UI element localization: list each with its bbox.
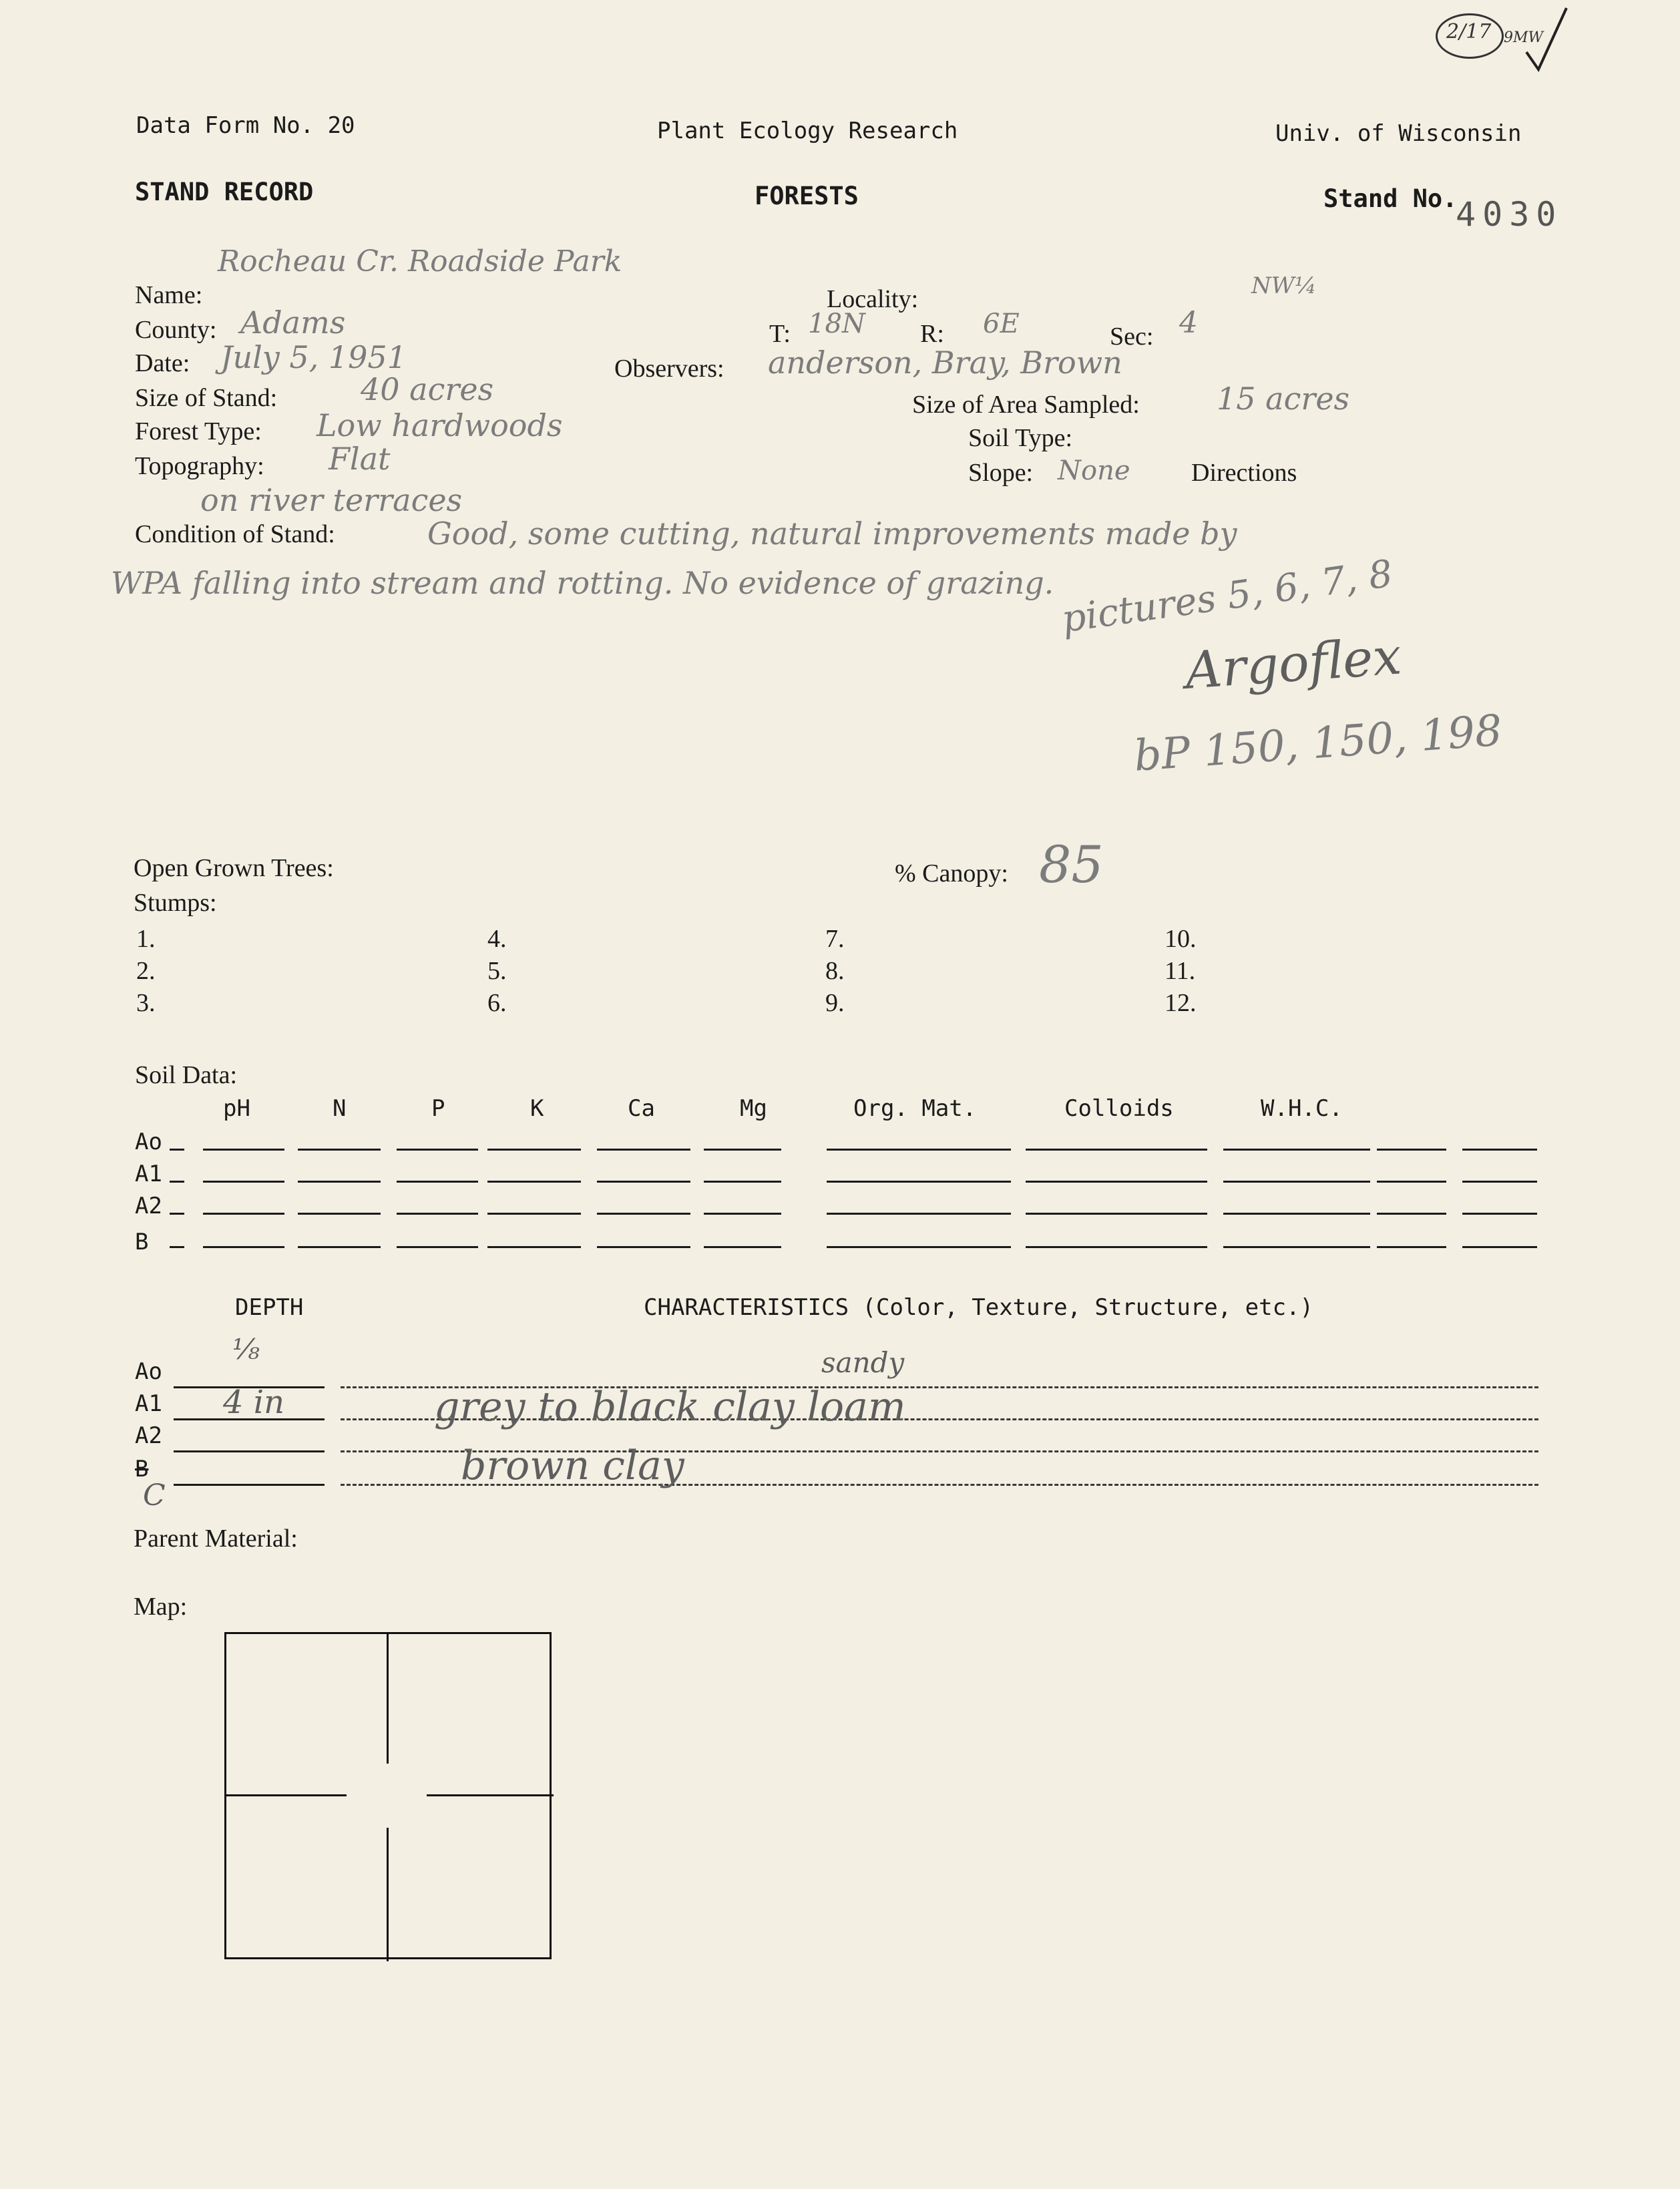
row-ao: Ao <box>135 1129 162 1155</box>
stump-1: 1. <box>136 925 156 953</box>
soil-blank <box>827 1181 1011 1183</box>
soil-data-label: Soil Data: <box>135 1061 238 1089</box>
row-a2: A2 <box>135 1193 162 1219</box>
col-ca: Ca <box>628 1095 655 1122</box>
soil-blank <box>1026 1213 1207 1215</box>
map-line-left <box>226 1794 347 1796</box>
stumps-label: Stumps: <box>134 889 217 917</box>
col-p: P <box>431 1095 445 1122</box>
stump-6: 6. <box>487 989 507 1017</box>
stand-number-label: Stand No. <box>1323 184 1458 213</box>
a1-depth-value: 4 in <box>223 1384 285 1421</box>
col-k: K <box>530 1095 544 1122</box>
soil-blank <box>1462 1246 1537 1248</box>
soil-blank <box>1223 1149 1370 1151</box>
corner-note-initials: 9MW <box>1504 29 1544 46</box>
soil-blank <box>203 1213 284 1215</box>
pictures-note: pictures 5, 6, 7, 8 <box>1059 552 1396 642</box>
b-characteristics: brown clay <box>461 1442 684 1489</box>
forest-type-value: Low hardwoods <box>317 407 563 443</box>
soil-blank <box>597 1149 690 1151</box>
corner-note: 2/17 <box>1446 20 1492 43</box>
row-a1: A1 <box>135 1161 162 1187</box>
soil-blank <box>1026 1181 1207 1183</box>
characteristics-header: CHARACTERISTICS (Color, Texture, Structure, etc.) <box>644 1294 1314 1321</box>
soil-blank <box>1462 1149 1537 1151</box>
parent-material-label: Parent Material: <box>134 1525 298 1553</box>
horizon-a2: A2 <box>135 1422 162 1449</box>
soil-blank <box>1377 1149 1446 1151</box>
soil-blank <box>298 1149 381 1151</box>
soil-blank <box>1026 1149 1207 1151</box>
map-line-top <box>387 1634 389 1764</box>
soil-row-lead <box>170 1213 184 1215</box>
col-mg: Mg <box>740 1095 767 1122</box>
directions-label: Directions <box>1191 459 1297 487</box>
bp-note: bP 150, 150, 198 <box>1132 706 1504 781</box>
soil-blank <box>397 1246 478 1248</box>
stump-3: 3. <box>136 989 156 1017</box>
county-value: Adams <box>240 305 346 341</box>
observers-value: anderson, Bray, Brown <box>768 345 1122 381</box>
soil-blank <box>704 1246 781 1248</box>
soil-blank <box>1223 1181 1370 1183</box>
soil-blank <box>397 1181 478 1183</box>
organization: Plant Ecology Research <box>657 118 958 144</box>
size-of-area-label: Size of Area Sampled: <box>912 391 1140 419</box>
topography-value: Flat <box>329 441 391 477</box>
slope-value: None <box>1058 455 1130 486</box>
horizon-a1: A1 <box>135 1390 162 1417</box>
soil-blank <box>1462 1213 1537 1215</box>
name-value: Rocheau Cr. Roadside Park <box>218 244 622 278</box>
open-grown-trees-label: Open Grown Trees: <box>134 854 334 882</box>
soil-type-label: Soil Type: <box>968 424 1073 452</box>
soil-blank <box>487 1149 581 1151</box>
soil-blank <box>487 1213 581 1215</box>
soil-blank <box>704 1149 781 1151</box>
stump-2: 2. <box>136 957 156 985</box>
soil-blank <box>597 1213 690 1215</box>
canopy-label: % Canopy: <box>895 859 1008 887</box>
form-type: FORESTS <box>755 182 859 210</box>
soil-blank <box>397 1149 478 1151</box>
soil-blank <box>298 1181 381 1183</box>
soil-blank <box>298 1213 381 1215</box>
soil-blank <box>704 1213 781 1215</box>
soil-blank <box>1462 1181 1537 1183</box>
map-line-bottom <box>387 1828 389 1961</box>
checkmark-icon <box>1524 5 1570 72</box>
date-value: July 5, 1951 <box>220 339 407 375</box>
soil-blank <box>704 1181 781 1183</box>
size-of-stand-label: Size of Stand: <box>135 384 278 412</box>
soil-blank <box>203 1149 284 1151</box>
soil-row-lead <box>170 1181 184 1183</box>
date-label: Date: <box>135 349 190 377</box>
soil-row-lead <box>170 1246 184 1248</box>
locality-label: Locality: <box>827 285 919 313</box>
stump-9: 9. <box>825 989 845 1017</box>
horizon-c-handwritten: C <box>143 1478 166 1513</box>
depth-blank <box>174 1484 325 1486</box>
stump-12: 12. <box>1165 989 1197 1017</box>
soil-blank <box>1377 1213 1446 1215</box>
soil-blank <box>827 1213 1011 1215</box>
record-title: STAND RECORD <box>135 178 314 206</box>
name-label: Name: <box>135 281 203 309</box>
signature-argoflex: Argoflex <box>1183 626 1404 701</box>
soil-blank <box>1026 1246 1207 1248</box>
forest-type-label: Forest Type: <box>135 417 262 445</box>
range-value: 6E <box>983 309 1020 339</box>
soil-blank <box>1223 1246 1370 1248</box>
slope-label: Slope: <box>968 459 1034 487</box>
topography-label: Topography: <box>135 452 264 480</box>
soil-blank <box>298 1246 381 1248</box>
stump-4: 4. <box>487 925 507 953</box>
map-grid <box>224 1632 552 1959</box>
condition-line-1: Good, some cutting, natural improvements made by <box>427 516 1237 552</box>
col-n: N <box>333 1095 347 1122</box>
a1-sandy-note: sandy <box>821 1346 905 1379</box>
stump-5: 5. <box>487 957 507 985</box>
topography-note: on river terraces <box>200 482 463 518</box>
section-label: Sec: <box>1110 323 1154 351</box>
col-whc: W.H.C. <box>1261 1095 1343 1122</box>
size-of-stand-value: 40 acres <box>361 371 494 407</box>
condition-label: Condition of Stand: <box>135 520 335 548</box>
canopy-value: 85 <box>1039 835 1104 894</box>
observers-label: Observers: <box>614 355 724 383</box>
soil-blank <box>827 1246 1011 1248</box>
horizon-ao: Ao <box>135 1358 162 1385</box>
soil-blank <box>597 1181 690 1183</box>
university: Univ. of Wisconsin <box>1275 120 1522 147</box>
map-line-right <box>427 1794 554 1796</box>
locality-note: NW¼ <box>1251 272 1317 299</box>
stump-11: 11. <box>1165 957 1196 985</box>
col-ph: pH <box>223 1095 250 1122</box>
soil-blank <box>1377 1181 1446 1183</box>
stump-8: 8. <box>825 957 845 985</box>
col-colloids: Colloids <box>1064 1095 1174 1122</box>
township-value: 18N <box>808 309 865 339</box>
horizon-b-crossed: B <box>135 1456 149 1482</box>
depth-blank <box>174 1450 325 1452</box>
row-b: B <box>135 1229 149 1255</box>
col-org-mat: Org. Mat. <box>853 1095 977 1122</box>
soil-blank <box>1223 1213 1370 1215</box>
stump-7: 7. <box>825 925 845 953</box>
section-value: 4 <box>1179 306 1198 340</box>
condition-line-2: WPA falling into stream and rotting. No evidence of grazing. <box>111 565 1054 601</box>
soil-blank <box>203 1181 284 1183</box>
stump-10: 10. <box>1165 925 1197 953</box>
soil-blank <box>487 1181 581 1183</box>
township-label: T: <box>769 320 791 348</box>
soil-blank <box>1377 1246 1446 1248</box>
ao-depth-value: ⅛ <box>232 1333 260 1366</box>
a1-characteristics: grey to black clay loam <box>434 1384 906 1430</box>
soil-blank <box>597 1246 690 1248</box>
map-label: Map: <box>134 1593 188 1621</box>
range-label: R: <box>920 320 944 348</box>
soil-blank <box>397 1213 478 1215</box>
form-number: Data Form No. 20 <box>136 112 355 139</box>
soil-row-lead <box>170 1149 184 1151</box>
county-label: County: <box>135 316 217 344</box>
size-of-area-value: 15 acres <box>1217 381 1350 417</box>
soil-blank <box>203 1246 284 1248</box>
soil-blank <box>487 1246 581 1248</box>
soil-blank <box>827 1149 1011 1151</box>
stand-number: 4030 <box>1456 195 1563 234</box>
depth-header: DEPTH <box>235 1294 304 1321</box>
